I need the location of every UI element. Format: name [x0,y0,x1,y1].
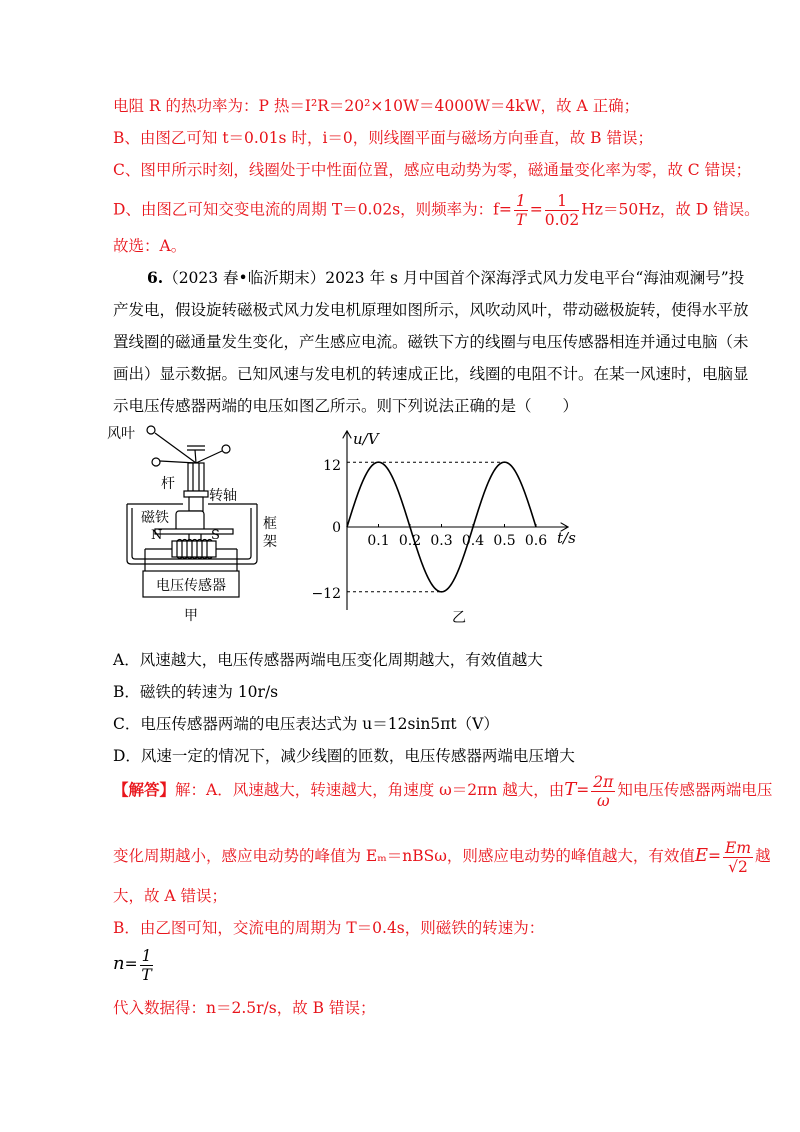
generator-diagram [105,418,305,628]
y-tick-label-zero: 0 [332,520,341,536]
caption-yi: 乙 [452,610,466,626]
question-line1 [147,268,744,288]
label-zhuanzhou: 转轴 [209,488,237,504]
option-c: C．电压传感器两端的电压表达式为 u＝12sin5πt（V） [113,715,499,733]
math-var-n: n [113,953,125,974]
option-d: D．风速一定的情况下，减少线圈的匝数，电压传感器两端电压增大 [113,747,575,765]
fraction-denominator: √2 [728,857,748,876]
fraction-numerator: 1 [141,946,152,965]
prev-solution-line4-suffix: Hz＝50Hz，故 D 错误。 [581,200,760,219]
x-tick-label: 0.5 [493,533,516,549]
fraction-numerator: Em [725,838,752,857]
solution-line-b3: 代入数据得：n＝2.5r/s，故 B 错误； [113,999,376,1017]
label-s-pole: S [211,528,220,543]
math-var-t: T [564,779,577,800]
fraction-denominator: 0.02 [544,211,580,229]
solution-line-a2 [113,836,771,876]
solution-a2-suffix: 越 [755,847,771,865]
voltage-chart [305,420,595,632]
fraction-em-over-root2 [723,839,753,876]
fraction-one-over-period [545,192,580,229]
prev-solution-line2: B、由图乙可知 t＝0.01s 时，i＝0，则线圈平面与磁场方向垂直，故 B 错误； [113,129,654,147]
fraction-numerator: 1 [545,192,580,211]
x-tick-label: 0.4 [461,533,485,549]
prev-answer: 故选：A。 [113,237,187,255]
x-tick-label: 0.2 [398,533,422,549]
question-line5: 示电压传感器两端的电压如图乙所示。则下列说法正确的是（ ） [113,397,579,415]
fraction-2pi-over-omega [591,773,615,810]
label-kuangjia-1: 框 [263,516,277,532]
fraction-denominator: T [515,211,526,229]
equals-sign: = [708,847,722,865]
fraction-numerator: 2π [593,772,614,791]
equals-sign: = [124,955,138,973]
y-tick-label-bottom: −12 [311,586,341,602]
prev-solution-line1: 电阻 R 的热功率为：P 热＝I²R＝20²×10W＝4000W＝4kW，故 A 正确； [113,97,640,115]
fraction-one-over-t [514,192,528,229]
prev-solution-line4 [113,192,760,229]
equals-sign: = [529,200,543,219]
label-citie: 磁铁 [141,510,169,526]
solution-tag: 【解答】 [113,780,176,799]
x-tick-label: 0.6 [524,533,548,549]
prev-solution-line3: C、图甲所示时刻，线圈处于中性面位置，感应电动势为零，磁通量变化率为零，故 C 错误； [113,161,752,179]
math-var-e: E [694,845,709,866]
solution-line-a [113,770,772,810]
label-sensor: 电压传感器 [156,578,226,594]
question-number: 6. [147,268,164,287]
label-gan: 杆 [161,476,175,492]
label-n-pole: N [151,528,163,543]
x-tick-label: 0.3 [430,533,453,549]
question-line2: 产发电，假设旋转磁极式风力发电机原理如图所示，风吹动风叶，带动磁极旋转，使得水平放 [113,301,749,319]
y-axis-label: u/V [353,430,379,448]
solution-a-prefix: 解：A．风速越大，转速越大，角速度 ω＝2πn 越大，由 [175,781,565,799]
label-fengye: 风叶 [107,426,135,442]
fraction-numerator: 1 [515,192,526,210]
question-line3: 置线圈的磁通量发生变化，产生感应电流。磁铁下方的线圈与电压传感器相连并通过电脑（未 [113,333,749,351]
solution-formula-n [113,944,155,984]
fraction-denominator: ω [596,791,610,810]
option-b: B．磁铁的转速为 10r/s [113,683,279,701]
solution-line-b1: B．由乙图可知，交流电的周期为 T＝0.4s，则磁铁的转速为： [113,919,545,937]
equals-sign: = [576,781,590,799]
y-tick-label-top: 12 [323,458,341,474]
solution-a2-prefix: 变化周期越小，感应电动势的峰值为 Eₘ＝nBSω，则感应电动势的峰值越大，有效值 [113,847,695,865]
fraction-denominator: T [141,965,152,984]
x-axis-label: t/s [557,529,576,547]
prev-solution-line4-prefix: D、由图乙可知交变电流的周期 T＝0.02s，则频率为：f= [113,200,512,219]
fraction-one-over-t [140,947,154,984]
solution-a-suffix: 知电压传感器两端电压 [617,781,773,799]
label-kuangjia-2: 架 [263,534,277,550]
question-line4: 画出）显示数据。已知风速与发电机的转速成正比，线圈的电阻不计。在某一风速时，电脑显 [113,365,749,383]
caption-jia: 甲 [184,608,198,624]
x-tick-label: 0.1 [367,533,390,549]
option-a: A．风速越大，电压传感器两端电压变化周期越大，有效值越大 [113,651,543,669]
solution-line-a3: 大，故 A 错误； [113,887,228,905]
question-line1-text: （2023 春•临沂期末）2023 年 s 月中国首个深海浮式风力发电平台“海油观澜号”投 [163,269,745,287]
